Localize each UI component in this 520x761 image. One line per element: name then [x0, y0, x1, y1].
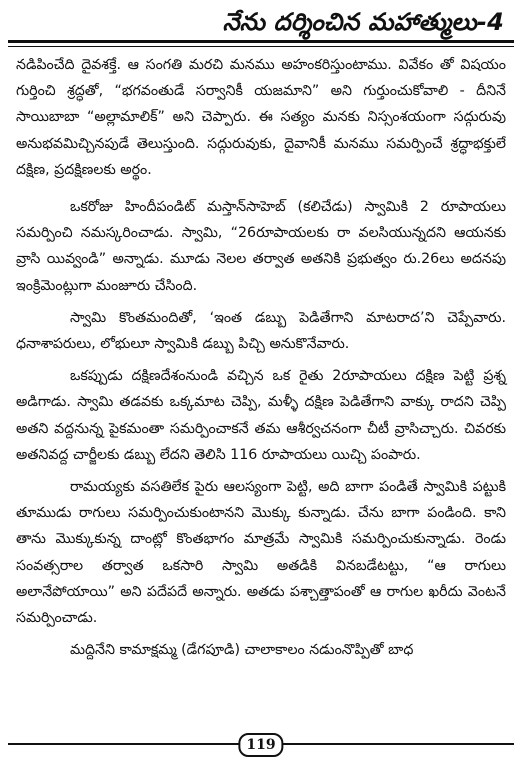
paragraph: స్వామి కొంతమందితో, ‘ఇంత డబ్బు పెడితేగాని మాటరాద’ని చెప్పేవారు. ధనాశాపరులు, లోభులూ స్వామికి డబ్బు పిచ్చి అనుకొనేవారు.	[16, 309, 506, 353]
paragraph: ఒకరోజు హిందీపండిట్ మస్తాన్‌సాహెబ్ (కలిచేడు) స్వామికి 2 రూపాయలు సమర్పించి నమస్కరించాడు. స్వామి, “26రూపాయలకు రా వలసియున్నదని ఆయనకు వ్రాసి యివ్వండి” అన్నాడు. మూడు నెలల తర్వాత అతనికి ప్రభుత్వం రు.26లు అదనపు ఇంక్రిమెంట్లుగా మంజూరు చేసింది.	[16, 199, 506, 294]
page-footer	[8, 733, 514, 757]
header-rule	[8, 40, 514, 43]
page-number: 119	[238, 733, 283, 757]
paragraph: నడిపించేది దైవశక్తే. ఆ సంగతి మరచి మనము అహంకరిస్తుంటాము. వివేకం తో విషయం గుర్తించి శ్రద్ధతో, “భగవంతుడే సర్వానికీ యజమాని” అని గుర్తుంచుకోవాలి - దీనినే సాయిబాబా “అల్లామాలిక్” అని చెప్పారు. ఈ సత్యం మనకు నిస్సంశయంగా సద్గురువు అనుభవమిచ్చినపుడే తెలుస్తుంది. సద్గురువుకు, దైవానికీ మనము సమర్పించే శ్రద్ధాభక్తులే దక్షిణ, ప్రదక్షిణలకు అర్థం.	[16, 57, 506, 178]
header-rule-thin	[8, 46, 514, 47]
page-header	[8, 6, 514, 46]
paragraph: ఒకప్పుడు దక్షిణదేశంనుండి వచ్చిన ఒక రైతు 2రూపాయలు దక్షిణ పెట్టి ప్రశ్న అడిగాడు. స్వామి తడవకు ఒక్కమాట చెప్పి, మళ్ళీ దక్షిణ పెడితేగాని వాక్కు రాదని చెప్పి అతని వద్దనున్న పైకమంతా సమర్పించాకనే తమ ఆశీర్వచనంగా చీటీ వ్రాసిచ్చారు. చివరకు అతనివద్ద చార్జీలకు డబ్బు లేదని తెలిసి 116 రూపాయలు యిచ్చి పంపారు.	[16, 368, 506, 463]
paragraph: మద్దినేని కామాక్షమ్మ (డేగపూడి) చాలాకాలం నడుంనొప్పితో బాధ	[70, 642, 414, 659]
page-body	[16, 52, 506, 669]
paragraph: రామయ్యకు వసతిలేక పైరు ఆలస్యంగా పెట్టి, అది బాగా పండితే స్వామికి పట్టుకి తూముడు రాగులు సమర్పించుకుంటానని మొక్కు కున్నాడు. చేను బాగా పండింది. కాని తాను మొక్కుకున్న దాంట్లో కొంతభాగం మాత్రమే స్వామికి సమర్పించుకున్నాడు. రెండు సంవత్సరాల తర్వాత ఒకసారి స్వామి అతడికి వినబడేటట్టు, “ఆ రాగులు అలానేపోయాయి” అని పదేపదే అన్నారు. అతడు పశ్చాత్తాపంతో ఆ రాగుల ఖరీదు వెంటనే సమర్పించాడు.	[16, 479, 506, 627]
running-title: నేను దర్శించిన మహాత్ములు-4	[222, 8, 504, 36]
